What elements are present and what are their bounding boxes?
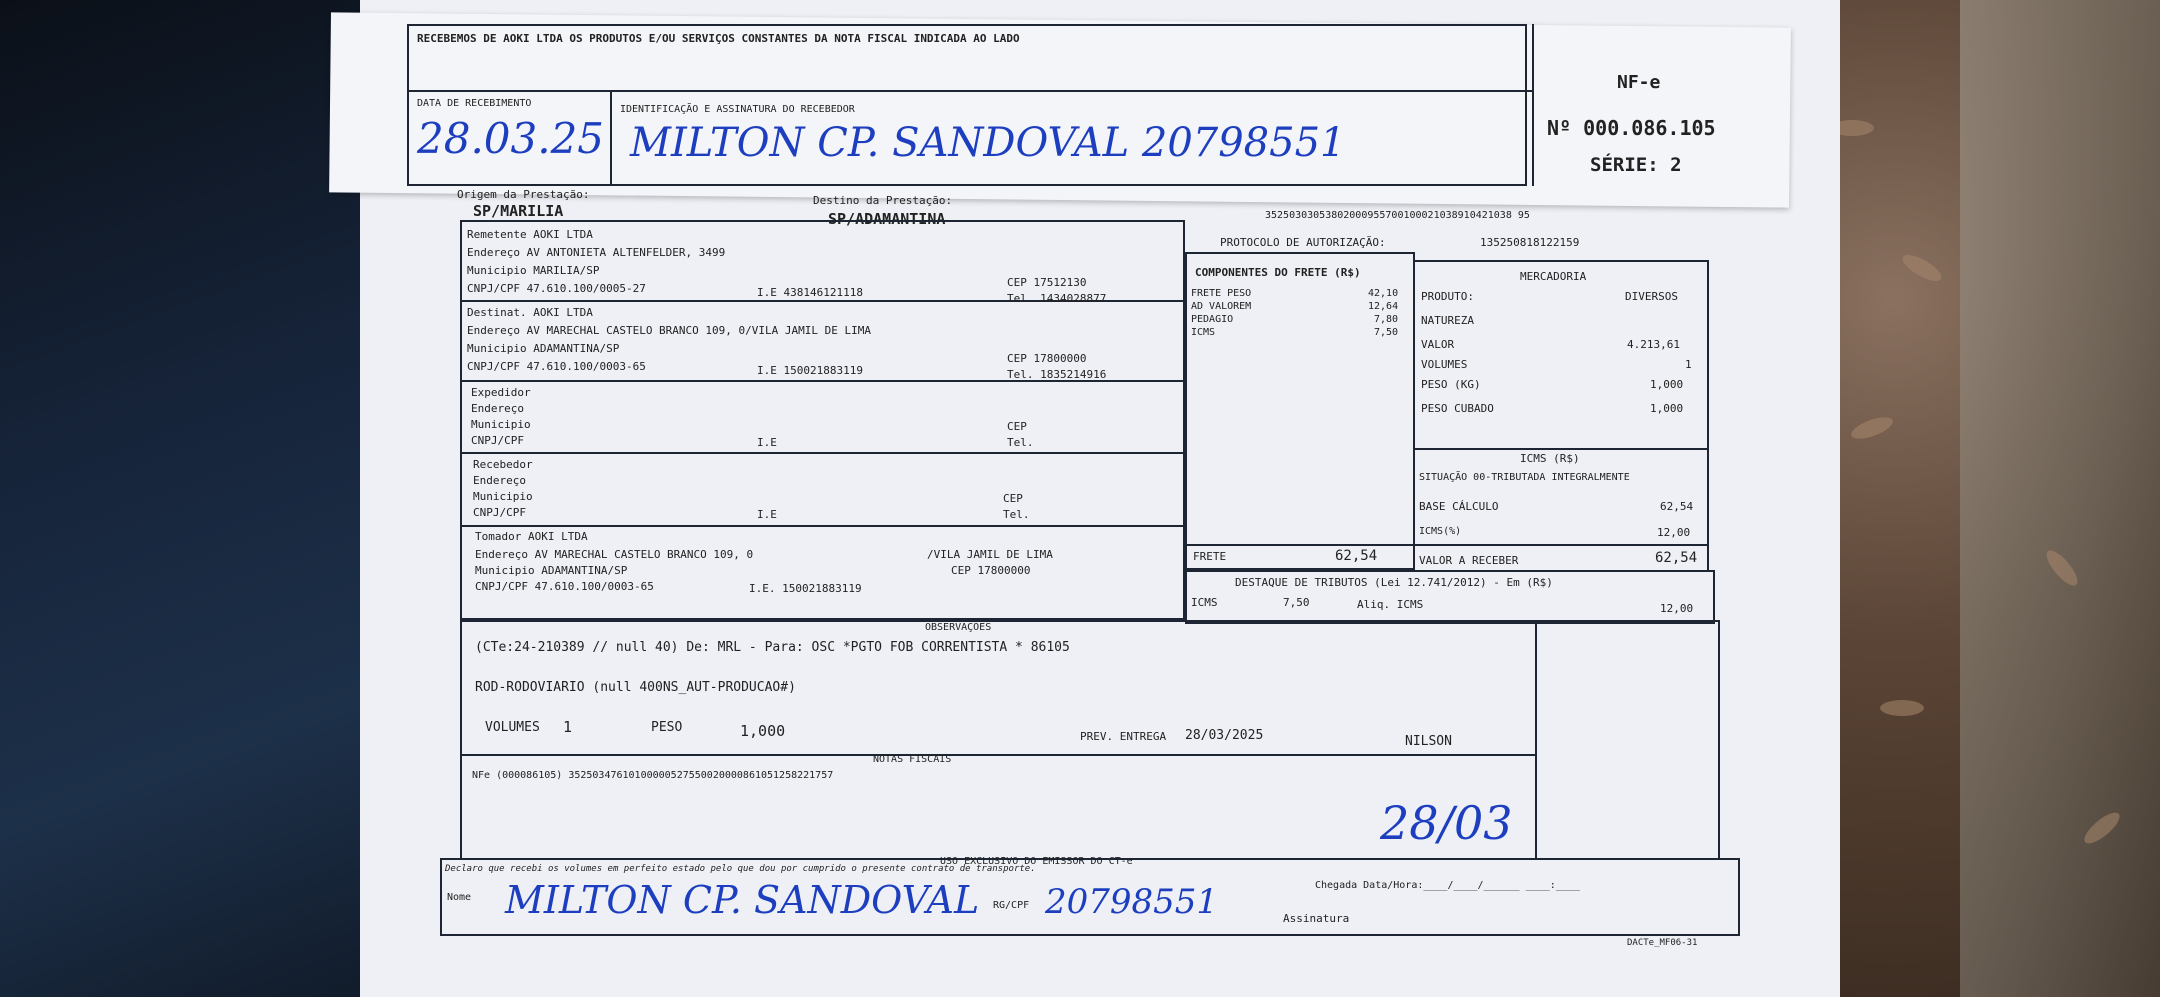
remetente-mun-label: Municipio — [467, 264, 527, 277]
destinatario-mun-label: Municipio — [467, 342, 527, 355]
background-curb — [1960, 0, 2160, 997]
icms-situacao: SITUAÇÃO 00-TRIBUTADA INTEGRALMENTE — [1419, 472, 1630, 483]
comp-value-2: 7,80 — [1374, 314, 1399, 325]
prev-label: PREV. ENTREGA — [1080, 730, 1167, 743]
remetente-cep: 17512130 — [1033, 276, 1087, 289]
mercadoria-title: MERCADORIA — [1520, 270, 1587, 283]
receber-value: 62,54 — [1655, 550, 1698, 566]
recebedor-mun-label: Municipio — [473, 490, 533, 503]
produto-label: PRODUTO: — [1421, 290, 1474, 303]
remetente-cnpj-label: CNPJ/CPF — [467, 282, 520, 295]
destinatario-label: Destinat. — [467, 306, 527, 319]
id-label: IDENTIFICAÇÃO E ASSINATURA DO RECEBEDOR — [620, 104, 855, 115]
expedidor-cep-label: CEP — [1007, 420, 1027, 433]
notas-line: NFe (000086105) 35250347610100000527550020000861051258221757 — [472, 770, 834, 781]
tomador-mun-label: Municipio — [475, 564, 535, 577]
prev-value: 28/03/2025 — [1185, 728, 1264, 743]
handwritten-rg: 20798551 — [1045, 882, 1219, 922]
tomador-mun: ADAMANTINA/SP — [541, 564, 628, 577]
handwritten-date: 28.03.25 — [417, 114, 605, 163]
destinatario-tel-label: Tel. — [1007, 368, 1034, 381]
nfe-label: NF-e — [1617, 72, 1661, 93]
tomador-cnpj-label: CNPJ/CPF — [475, 580, 528, 593]
protocol-value: 135250818122159 — [1480, 236, 1580, 249]
tomador-label: Tomador — [475, 530, 522, 543]
obs-volumes-label: VOLUMES — [485, 720, 540, 735]
nome-label: Nome — [447, 892, 472, 903]
destinatario-cnpj-label: CNPJ/CPF — [467, 360, 520, 373]
comp-label-1: AD VALOREM — [1191, 301, 1252, 312]
handwritten-date-notes: 28/03 — [1380, 796, 1513, 850]
icms-pct-value: 12,00 — [1657, 526, 1691, 539]
tributos-title: DESTAQUE DE TRIBUTOS (Lei 12.741/2012) - Em (R$) — [1235, 576, 1553, 589]
frete-value: 62,54 — [1335, 548, 1378, 564]
obs-line2: ROD-RODOVIARIO (null 400NS_AUT-PRODUCAO#) — [475, 680, 796, 695]
recebedor-cep-label: CEP — [1003, 492, 1023, 505]
tomador-end-label: Endereço — [475, 548, 528, 561]
tomador-cep: 17800000 — [977, 564, 1031, 577]
remetente-tel-label: Tel. — [1007, 292, 1034, 305]
remetente-mun: MARILIA/SP — [533, 264, 600, 277]
tomador-cep-label: CEP — [951, 564, 971, 577]
destinatario-cnpj: 47.610.100/0003-65 — [526, 360, 646, 373]
destinatario-ie: 150021883119 — [783, 364, 863, 377]
volumes-label: VOLUMES — [1421, 358, 1468, 371]
notas-title: NOTAS FISCAIS — [873, 754, 952, 765]
expedidor-cnpj-label: CNPJ/CPF — [471, 434, 524, 447]
tomador-bairro: /VILA JAMIL DE LIMA — [927, 548, 1053, 561]
handwritten-recipient: MILTON CP. SANDOVAL 20798551 — [630, 120, 1346, 166]
date-label: DATA DE RECEBIMENTO — [417, 98, 532, 109]
remetente-cep-label: CEP — [1007, 276, 1027, 289]
destinatario-name: AOKI LTDA — [533, 306, 593, 319]
emissor-title: USO EXCLUSIVO DO EMISSOR DO CT-e — [940, 856, 1133, 867]
declaro-text: Declaro que recebi os volumes em perfeito estado pelo que dou por cumprido o presente contrato de transporte. — [445, 864, 1036, 874]
destinatario-ie-label: I.E — [757, 364, 777, 377]
recebedor-label: Recebedor — [473, 458, 533, 471]
tomador-cnpj: 47.610.100/0003-65 — [534, 580, 654, 593]
aliq-label: Aliq. ICMS — [1357, 598, 1424, 611]
aliq-value: 12,00 — [1660, 602, 1694, 615]
componentes-title: COMPONENTES DO FRETE (R$) — [1195, 266, 1361, 279]
origin-value: SP/MARILIA — [473, 202, 564, 220]
remetente-name: AOKI LTDA — [533, 228, 593, 241]
rg-label: RG/CPF — [993, 900, 1030, 911]
comp-value-3: 7,50 — [1374, 327, 1399, 338]
tomador-name: AOKI LTDA — [527, 530, 588, 543]
componentes-box — [1185, 252, 1415, 570]
mercadoria-box — [1413, 260, 1709, 450]
destinatario-mun: ADAMANTINA/SP — [533, 342, 620, 355]
driver-name: NILSON — [1405, 734, 1452, 749]
handwritten-name: MILTON CP. SANDOVAL — [505, 878, 980, 922]
remetente-ie-label: I.E — [757, 286, 777, 299]
destinatario-tel: 1835214916 — [1040, 368, 1107, 381]
obs-volumes-value: 1 — [563, 718, 573, 736]
base-label: BASE CÁLCULO — [1419, 500, 1499, 513]
destinatario-end: AV MARECHAL CASTELO BRANCO 109, 0/VILA JAMIL DE LIMA — [526, 324, 871, 337]
form-code: DACTe_MF06-31 — [1627, 938, 1698, 948]
obs-line1: (CTe:24-210389 // null 40) De: MRL - Para: OSC *PGTO FOB CORRENTISTA * 86105 — [475, 640, 1070, 655]
remetente-label: Remetente — [467, 228, 527, 241]
chegada-label: Chegada Data/Hora:____/____/______ ____:____ — [1315, 880, 1580, 891]
tomador-end: AV MARECHAL CASTELO BRANCO 109, 0 — [534, 548, 754, 561]
valor-label: VALOR — [1421, 338, 1455, 351]
natureza-label: NATUREZA — [1421, 314, 1474, 327]
dest-label: Destino da Prestação: — [813, 194, 953, 207]
origin-label: Origem da Prestação: — [457, 188, 590, 201]
comp-label-2: PEDAGIO — [1191, 314, 1234, 325]
valor-value: 4.213,61 — [1627, 338, 1680, 351]
leaf — [1880, 700, 1924, 716]
recebedor-ie-label: I.E — [757, 508, 777, 521]
icms-pct-label: ICMS(%) — [1419, 526, 1462, 537]
remetente-ie: 438146121118 — [783, 286, 863, 299]
receber-label: VALOR A RECEBER — [1419, 554, 1519, 567]
destinatario-cep-label: CEP — [1007, 352, 1027, 365]
tomador-ie-label: I.E. — [749, 582, 776, 595]
produto-value: DIVERSOS — [1625, 290, 1678, 303]
recebedor-tel-label: Tel. — [1003, 508, 1030, 521]
expedidor-tel-label: Tel. — [1007, 436, 1034, 449]
access-key: 35250303053802000955700100021038910421038 95 — [1265, 210, 1530, 221]
recebedor-end-label: Endereço — [473, 474, 526, 487]
dest-value: SP/ADAMANTINA — [828, 210, 946, 228]
nfe-number: Nº 000.086.105 — [1547, 116, 1716, 140]
tomador-ie: 150021883119 — [782, 582, 862, 595]
volumes-value: 1 — [1685, 358, 1692, 371]
recebedor-cnpj-label: CNPJ/CPF — [473, 506, 526, 519]
expedidor-label: Expedidor — [471, 386, 531, 399]
nfe-series: SÉRIE: 2 — [1590, 154, 1682, 176]
obs-title: OBSERVAÇÕES — [925, 622, 992, 633]
remetente-end: AV ANTONIETA ALTENFELDER, 3499 — [526, 246, 726, 259]
tributos-icms-value: 7,50 — [1283, 596, 1310, 609]
base-value: 62,54 — [1660, 500, 1694, 513]
expedidor-mun-label: Municipio — [471, 418, 531, 431]
assinatura-label: Assinatura — [1283, 912, 1350, 925]
cubado-value: 1,000 — [1650, 402, 1684, 415]
expedidor-end-label: Endereço — [471, 402, 524, 415]
icms-title: ICMS (R$) — [1520, 452, 1580, 465]
frete-label: FRETE — [1193, 550, 1227, 563]
protocol-label: PROTOCOLO DE AUTORIZAÇÃO: — [1220, 236, 1386, 249]
cubado-label: PESO CUBADO — [1421, 402, 1494, 415]
comp-value-0: 42,10 — [1368, 288, 1399, 299]
obs-peso-label: PESO — [651, 720, 683, 735]
peso-value: 1,000 — [1650, 378, 1684, 391]
comp-label-3: ICMS — [1191, 327, 1216, 338]
remetente-tel: 1434028877 — [1040, 292, 1107, 305]
remetente-end-label: Endereço — [467, 246, 520, 259]
destinatario-end-label: Endereço — [467, 324, 520, 337]
comp-value-1: 12,64 — [1368, 301, 1399, 312]
receipt-header: RECEBEMOS DE AOKI LTDA OS PRODUTOS E/OU SERVIÇOS CONSTANTES DA NOTA FISCAL INDICADA AO LADO — [417, 32, 1020, 45]
obs-peso-value: 1,000 — [740, 722, 786, 740]
remetente-cnpj: 47.610.100/0005-27 — [526, 282, 646, 295]
comp-label-0: FRETE PESO — [1191, 288, 1252, 299]
peso-label: PESO (KG) — [1421, 378, 1481, 391]
tributos-icms-label: ICMS — [1191, 596, 1218, 609]
expedidor-ie-label: I.E — [757, 436, 777, 449]
destinatario-cep: 17800000 — [1033, 352, 1087, 365]
